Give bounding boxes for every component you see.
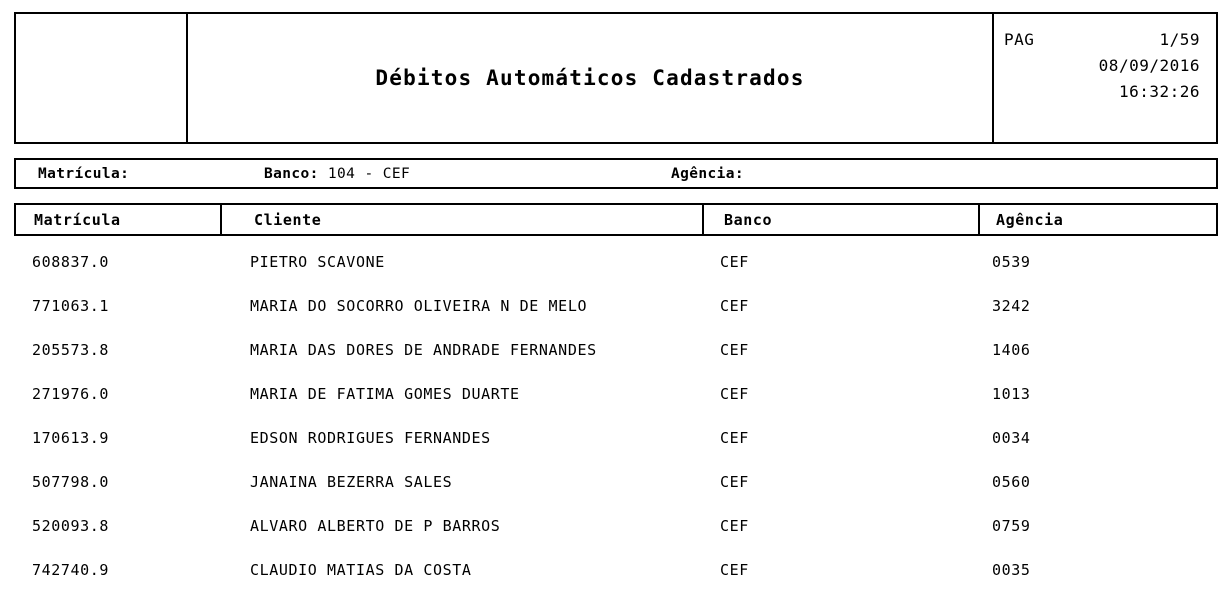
cell-cliente: MARIA DO SOCORRO OLIVEIRA N DE MELO bbox=[250, 297, 588, 315]
cell-cliente: CLAUDIO MATIAS DA COSTA bbox=[250, 561, 472, 579]
header-meta-cell bbox=[994, 14, 1216, 142]
cell-agencia: 0539 bbox=[992, 253, 1031, 271]
table-row bbox=[14, 416, 1218, 460]
table-row bbox=[14, 240, 1218, 284]
cell-agencia: 0034 bbox=[992, 429, 1031, 447]
filter-agencia-label: Agência: bbox=[671, 165, 745, 182]
cell-matricula: 205573.8 bbox=[32, 341, 110, 359]
filter-matricula-label: Matrícula: bbox=[38, 165, 130, 182]
cell-matricula: 771063.1 bbox=[32, 297, 110, 315]
cell-matricula: 507798.0 bbox=[32, 473, 110, 491]
cell-agencia: 0759 bbox=[992, 517, 1031, 535]
page-number: 1/59 bbox=[1159, 30, 1200, 49]
table-body bbox=[14, 240, 1218, 592]
page-label: PAG bbox=[1004, 30, 1035, 49]
filter-bar bbox=[14, 158, 1218, 189]
cell-agencia: 0560 bbox=[992, 473, 1031, 491]
column-header-cliente: Cliente bbox=[220, 205, 702, 234]
cell-matricula: 520093.8 bbox=[32, 517, 110, 535]
filter-banco-value: 104 - CEF bbox=[327, 165, 411, 182]
column-header-agencia: Agência bbox=[978, 205, 1216, 234]
cell-agencia: 1406 bbox=[992, 341, 1031, 359]
cell-banco: CEF bbox=[720, 385, 749, 403]
cell-agencia: 1013 bbox=[992, 385, 1031, 403]
cell-matricula: 271976.0 bbox=[32, 385, 110, 403]
column-header-banco: Banco bbox=[702, 205, 978, 234]
cell-banco: CEF bbox=[720, 297, 749, 315]
table-header-row bbox=[14, 203, 1218, 236]
filter-banco bbox=[264, 166, 410, 182]
cell-banco: CEF bbox=[720, 517, 749, 535]
header-logo-cell bbox=[16, 14, 188, 142]
table-row bbox=[14, 460, 1218, 504]
cell-agencia: 0035 bbox=[992, 561, 1031, 579]
cell-matricula: 742740.9 bbox=[32, 561, 110, 579]
cell-cliente: PIETRO SCAVONE bbox=[250, 253, 385, 271]
report-date: 08/09/2016 bbox=[1098, 56, 1200, 75]
cell-cliente: MARIA DAS DORES DE ANDRADE FERNANDES bbox=[250, 341, 597, 359]
header-title-cell bbox=[188, 14, 994, 142]
cell-agencia: 3242 bbox=[992, 297, 1031, 315]
cell-cliente: ALVARO ALBERTO DE P BARROS bbox=[250, 517, 501, 535]
page-title: Débitos Automáticos Cadastrados bbox=[375, 66, 805, 90]
filter-agencia bbox=[671, 166, 744, 182]
cell-cliente: JANAINA BEZERRA SALES bbox=[250, 473, 453, 491]
table-row bbox=[14, 504, 1218, 548]
report-header bbox=[14, 12, 1218, 144]
table-row bbox=[14, 328, 1218, 372]
cell-banco: CEF bbox=[720, 473, 749, 491]
cell-banco: CEF bbox=[720, 429, 749, 447]
cell-banco: CEF bbox=[720, 561, 749, 579]
table-row bbox=[14, 372, 1218, 416]
cell-cliente: EDSON RODRIGUES FERNANDES bbox=[250, 429, 491, 447]
report-time: 16:32:26 bbox=[1118, 82, 1200, 101]
page-number-line bbox=[1004, 27, 1200, 53]
cell-banco: CEF bbox=[720, 253, 749, 271]
cell-matricula: 170613.9 bbox=[32, 429, 110, 447]
cell-matricula: 608837.0 bbox=[32, 253, 110, 271]
table-row bbox=[14, 284, 1218, 328]
filter-matricula bbox=[38, 166, 129, 182]
column-header-matricula: Matrícula bbox=[34, 210, 121, 229]
filter-banco-label: Banco: bbox=[264, 165, 319, 182]
cell-banco: CEF bbox=[720, 341, 749, 359]
table-row bbox=[14, 548, 1218, 592]
cell-cliente: MARIA DE FATIMA GOMES DUARTE bbox=[250, 385, 520, 403]
